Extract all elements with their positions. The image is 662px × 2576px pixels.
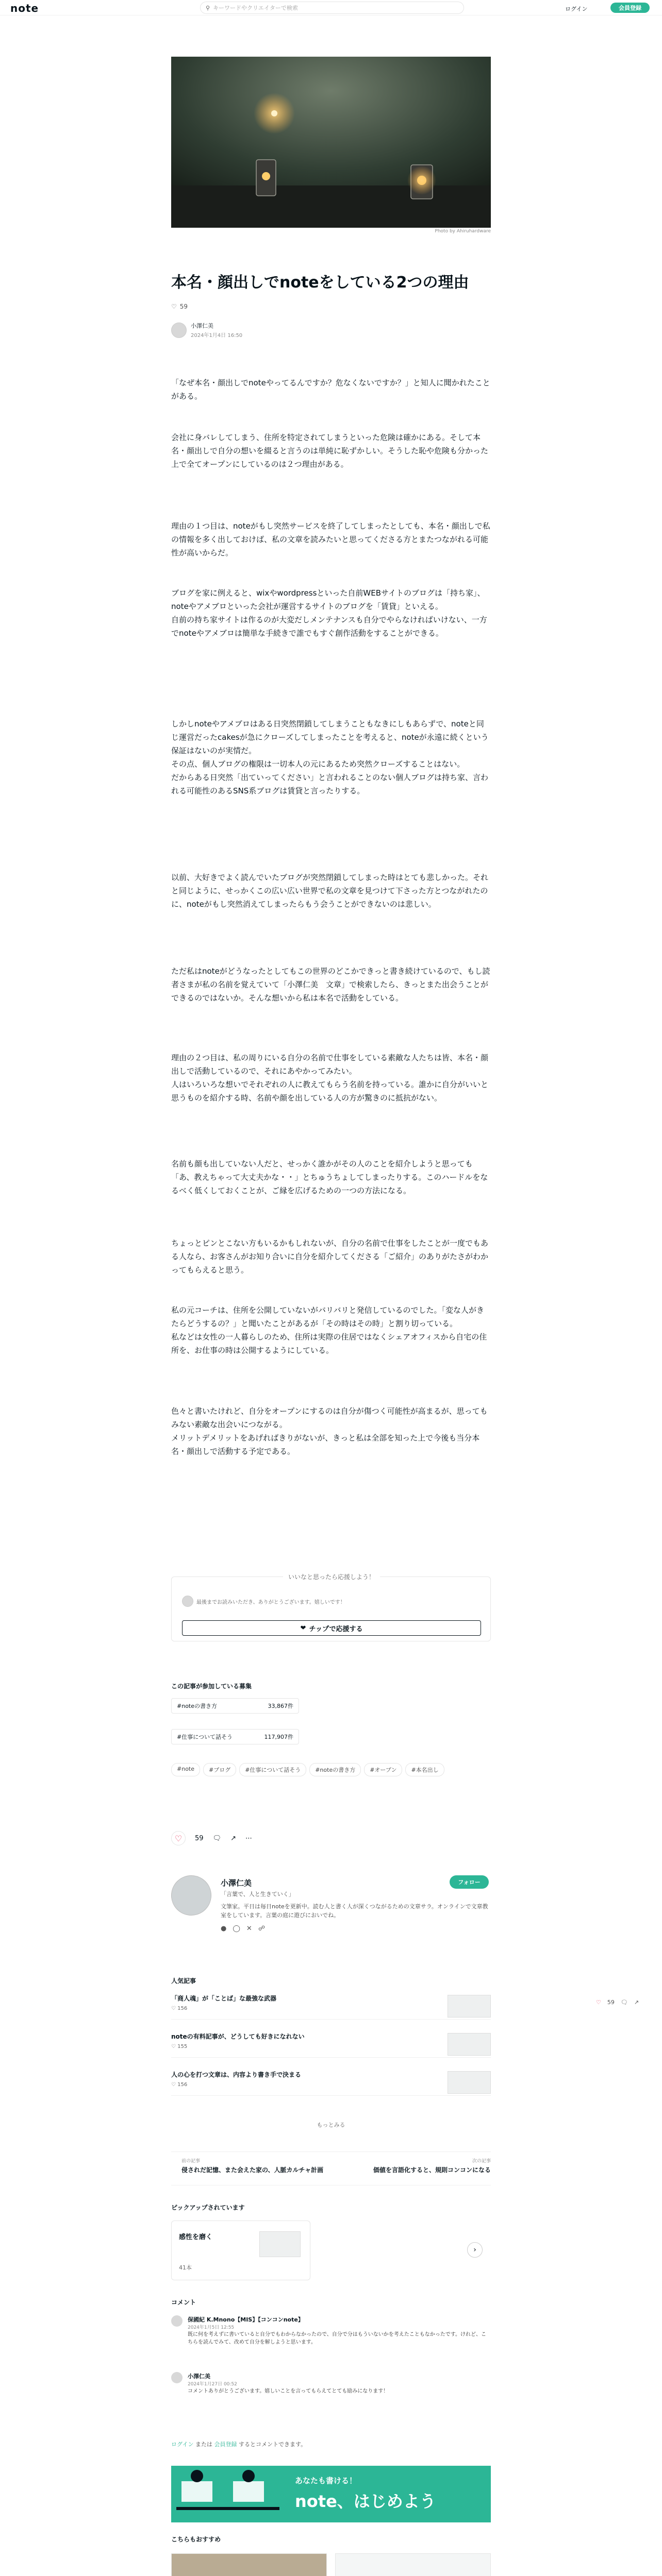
avatar[interactable] <box>171 2372 183 2383</box>
like-count: 59 <box>195 1834 204 1842</box>
heart-icon: ♡ <box>174 1833 183 1843</box>
search-icon: ⚲ <box>206 4 210 11</box>
hero-image <box>171 57 491 228</box>
heart-icon: ♡ <box>171 303 177 310</box>
login-link[interactable]: ログイン <box>171 2441 194 2448</box>
banner-line2: note、はじめよう <box>295 2492 436 2511</box>
tag-list <box>171 1763 491 1776</box>
popular-thumbnail <box>448 2071 491 2094</box>
note-logo[interactable]: note <box>10 2 39 14</box>
signup-banner[interactable] <box>171 2466 491 2522</box>
paragraph: 理由の２つ目は、私の周りにいる自分の名前で仕事をしている素敵な人たちは皆、本名・顔出しで活動しているので、それにあやかってみたい。 人はいろいろな想いでそれぞれの人に教えてもらう名前を持っている。誰かに自分がいいと思うものを紹介する時、名前や顔を出している人の方が驚きのに抵抗がない。 <box>171 1053 489 1103</box>
comment-login-prompt <box>171 2440 306 2448</box>
next-label: 次の記事 <box>472 2159 491 2164</box>
paragraph: ただ私はnoteがどうなったとしてもこの世界のどこかできっと書き続けているので、もし読者さまが私の名前を覚えていて「小澤仁美 文章」で検索したら、きっとまた出会うことができるのではないか。そんな想いから私は本名で活動をしている。 <box>171 967 490 1003</box>
card-image <box>171 2553 327 2576</box>
profile-desc: 文筆家。平日は毎日noteを更新中。読む人と書く人が深くつながるための文章サラ。オンラインで文章教室をしています。言葉の庭に遊びにおいでね。 <box>221 1903 488 1919</box>
tag[interactable]: #オープン <box>364 1763 402 1776</box>
hero-illustration <box>171 57 491 228</box>
login-connector: または <box>195 2441 212 2448</box>
paragraph: 以前、大好きでよく読んでいたブログが突然閉鎖してしまった時はとても悲しかった。それと同じように、せっかくこの広い広い世界で私の文章を見つけて下さった方とつながれたのに、noteがもし突然消えてしまったらもう会うことができないのは悲しい。 <box>171 873 489 909</box>
heart-icon[interactable]: ♡ <box>596 1999 601 2006</box>
popular-title: 「商人魂」が「ことば」な最強な武器 <box>171 1995 277 2002</box>
banner-illustration <box>171 2466 285 2522</box>
popular-likes: 155 <box>177 2044 188 2049</box>
photo-credit: Photo by Ahiruhardware <box>435 229 491 234</box>
comment-icon[interactable]: 🗨 <box>212 1834 222 1842</box>
more-link[interactable]: もっとみる <box>317 2122 345 2128</box>
popular-title: 人の心を打つ文章は、内容より書き手で決まる <box>171 2071 302 2078</box>
list-item[interactable] <box>171 1994 491 2020</box>
comment-date: 2024年1月5日 12:55 <box>188 2325 235 2330</box>
comments-heading: コメント <box>171 2299 196 2306</box>
next-title: 価値を言語化すると、規則コンコンになる <box>373 2166 491 2174</box>
pickup-thumbnail <box>259 2231 301 2257</box>
paragraph: 私の元コーチは、住所を公開していないがバリバリと発信しているのでした。「変な人がきたらどうするの？」と聞いたことがあるが「その時はその時」と割り切っている。 私などは女性の一人暮らしのため、住所は実際の住居ではなくシェアオフィスから自宅の住所を、お仕事の時は公開するようにしている。 <box>171 1306 487 1355</box>
tip-button-label: チップで応援する <box>309 1625 363 1633</box>
author-row[interactable] <box>171 321 242 338</box>
prev-next-nav <box>171 2151 491 2185</box>
magazine-count: 33,867件 <box>268 1703 293 1709</box>
signup-link[interactable]: 会員登録 <box>214 2441 237 2448</box>
tag[interactable]: #ブログ <box>203 1763 236 1776</box>
popular-thumbnail <box>448 2033 491 2056</box>
like-button[interactable] <box>171 1831 186 1845</box>
pickup-card[interactable] <box>171 2221 310 2280</box>
banner-line1: あなたも書ける！ <box>295 2476 357 2485</box>
signup-button[interactable]: 会員登録 <box>610 3 650 13</box>
paragraph: ちょっとピンとこない方もいるかもしれないが、自分の名前で仕事をしたことが一度でもある人なら、お客さんがお知り合いに自分を紹介してくださる「ご紹介」のありがたさがわかってもらえると思う。 <box>171 1239 489 1275</box>
paragraph: ブログを家に例えると、wixやwordpressといった自前WEBサイトのブログは「持ち家」、noteやアメブロといった会社が運営するサイトのブログを「賃貸」といえる。 自前の持ち家サイトは作るのが大変だしメンテナンスも自分でやらなければいけない、一方でnoteやアメブロは簡単な手続きで誰でもすぐ創作活動をすることができる。 <box>171 588 487 638</box>
login-suffix: するとコメントできます。 <box>238 2441 307 2448</box>
profile-avatar[interactable] <box>171 1875 211 1916</box>
chevron-right-icon: › <box>473 2246 476 2254</box>
magazines-heading: この記事が参加している募集 <box>171 1683 252 1690</box>
tag[interactable]: #仕事について話そう <box>239 1763 306 1776</box>
heart-icon: ♡ <box>171 2006 176 2011</box>
likes-count: 59 <box>179 303 188 310</box>
avatar <box>182 1596 193 1607</box>
next-article[interactable] <box>336 2157 491 2175</box>
heart-icon: ♡ <box>171 2044 176 2049</box>
popular-likes: 156 <box>177 2006 188 2011</box>
comment-text: 既に何を考えずに書いていると自分でもわからなかったので、自分で分はもういないかを考えたこともなかったです。けれど、こちらを読んでみて、改めて自分を解しようと思います。 <box>188 2332 486 2345</box>
profile-name[interactable]: 小澤仁美 <box>221 1878 252 1888</box>
article-actions <box>171 1831 252 1845</box>
login-link[interactable]: ログイン <box>565 6 588 12</box>
magazine-item[interactable] <box>171 1729 299 1744</box>
comment-date: 2024年1月27日 00:52 <box>188 2382 237 2387</box>
avatar[interactable] <box>171 323 187 338</box>
recommend-card[interactable] <box>335 2553 491 2576</box>
paragraph: 名前も顔も出していない人だと、せっかく誰かがその人のことを紹介しようと思っても「あ、教えちゃって大丈夫かな・・」とちゅうちょしてしまったりする。このハードルをなるべく低くしておくことが、ご縁を広げるための一つの方法になる。 <box>171 1159 488 1195</box>
magazine-item[interactable] <box>171 1698 299 1714</box>
commenter-name[interactable]: 保國紀 K.Mnono【MIS】【コンコンnote】 <box>188 2316 304 2323</box>
prev-label: 前の記事 <box>181 2159 201 2164</box>
comment-text: コメントありがとうございます。嬉しいことを言ってもらえてとても励みになります！ <box>188 2388 389 2394</box>
more-icon[interactable]: ⋯ <box>245 1834 252 1842</box>
pickup-heading: ピックアップされています <box>171 2204 245 2211</box>
facebook-icon[interactable]: ● <box>221 1925 227 1933</box>
author-name[interactable]: 小澤仁美 <box>191 323 213 329</box>
popular-heading: 人気記事 <box>171 1977 196 1985</box>
article-title: 本名・顔出しでnoteをしている2つの理由 <box>171 274 469 292</box>
carousel-next-button[interactable] <box>467 2242 483 2258</box>
support-note: 最後までお読みいただき、ありがとうございます。嬉しいです！ <box>196 1599 345 1605</box>
likes-summary <box>171 303 188 310</box>
profile-subtitle: 「言葉で、人と生きていく」 <box>221 1891 294 1897</box>
comment-icon[interactable]: 🗨 <box>620 1999 628 2006</box>
popular-likes: 156 <box>177 2082 188 2088</box>
search-input[interactable] <box>200 2 464 14</box>
list-item[interactable] <box>171 2070 491 2096</box>
publish-date: 2024年1月4日 16:50 <box>191 333 243 338</box>
magazine-name: #noteの書き方 <box>177 1703 217 1709</box>
support-heading: いいなと思ったら応援しよう！ <box>283 1573 380 1581</box>
prev-article[interactable] <box>181 2157 336 2175</box>
share-icon[interactable]: ↗ <box>230 1834 236 1842</box>
share-icon[interactable]: ↗ <box>634 1999 639 2006</box>
x-icon[interactable]: ✕ <box>246 1925 252 1933</box>
pickup-count: 41本 <box>179 2264 192 2271</box>
magazine-count: 117,907件 <box>264 1734 293 1740</box>
search-placeholder: キーワードやクリエイターで検索 <box>213 5 298 11</box>
paragraph: 「なぜ本名・顔出しでnoteやってるんですか？危なくないですか？」と知人に聞かれたことがある。 <box>171 378 490 401</box>
prev-title: 侵されだ記憶、また会えた家の、人脈カルチャ計画 <box>181 2166 324 2174</box>
card-image <box>335 2553 491 2576</box>
paragraph: 会社に身バレしてしまう、住所を特定されてしまうといった危険は確かにある。そして本名・顔出しで自分の想いを綴ると言うのは単純に恥ずかしい。そうした恥や危険も分かった上で全てオープンにしているのは２つ理由がある。 <box>171 433 489 469</box>
tip-icon: ❤ <box>300 1624 306 1632</box>
tag[interactable]: #note <box>171 1763 200 1776</box>
link-icon[interactable]: ☍ <box>258 1925 265 1933</box>
tag[interactable]: #本名出し <box>405 1763 444 1776</box>
popular-thumbnail <box>448 1995 491 2018</box>
avatar[interactable] <box>171 2315 183 2327</box>
list-item[interactable] <box>171 2032 491 2058</box>
paragraph: 色々と書いたけれど、自分をオープンにするのは自分が傷つく可能性が高まるが、思ってもみない素敵な出会いにつながる。 メリットデメリットをあげればきりがないが、きっと私は全部を知った上で今後も当分本名・顔出しで活動する予定である。 <box>171 1406 488 1456</box>
paragraph: 理由の１つ目は、noteがもし突然サービスを終了してしまったとしても、本名・顔出しで私の情報を多く出しておけば、私の文章を読みたいと思ってくださる方とまたつながれる可能性が高いからだ。 <box>171 521 490 557</box>
magazine-name: #仕事について話そう <box>177 1734 233 1740</box>
commenter-name[interactable]: 小澤仁美 <box>188 2373 210 2380</box>
pickup-title: 感性を磨く <box>179 2233 213 2241</box>
side-like-count: 59 <box>607 1999 615 2006</box>
popular-title: noteの有料記事が、どうしても好きになれない <box>171 2033 305 2040</box>
social-links <box>221 1925 265 1933</box>
recommend-card[interactable] <box>171 2553 327 2576</box>
follow-button[interactable]: フォロー <box>450 1875 489 1889</box>
floating-actions <box>596 1999 639 2006</box>
instagram-icon[interactable]: ◯ <box>233 1925 240 1933</box>
support-box <box>171 1573 491 1641</box>
site-header <box>0 0 662 15</box>
tag[interactable]: #noteの書き方 <box>309 1763 361 1776</box>
paragraph: しかしnoteやアメブロはある日突然閉鎖してしまうこともなきにしもあらずで、noteと同じ運営だったcakesが急にクローズしてしまったことを考えると、noteが永遠に続くという保証はないのが実情だ。 その点、個人ブログの権限は一切本人の元にあるため突然クローズすることはない。 だからある日突然「出ていってください」と言われることのない個人ブログは持ち家、言われる可能性のあるSNS系ブログは賃貸と言ったりする。 <box>171 719 489 795</box>
heart-icon: ♡ <box>171 2082 176 2088</box>
recommend-heading: こちらもおすすめ <box>171 2536 221 2543</box>
tip-button[interactable] <box>182 1620 481 1636</box>
